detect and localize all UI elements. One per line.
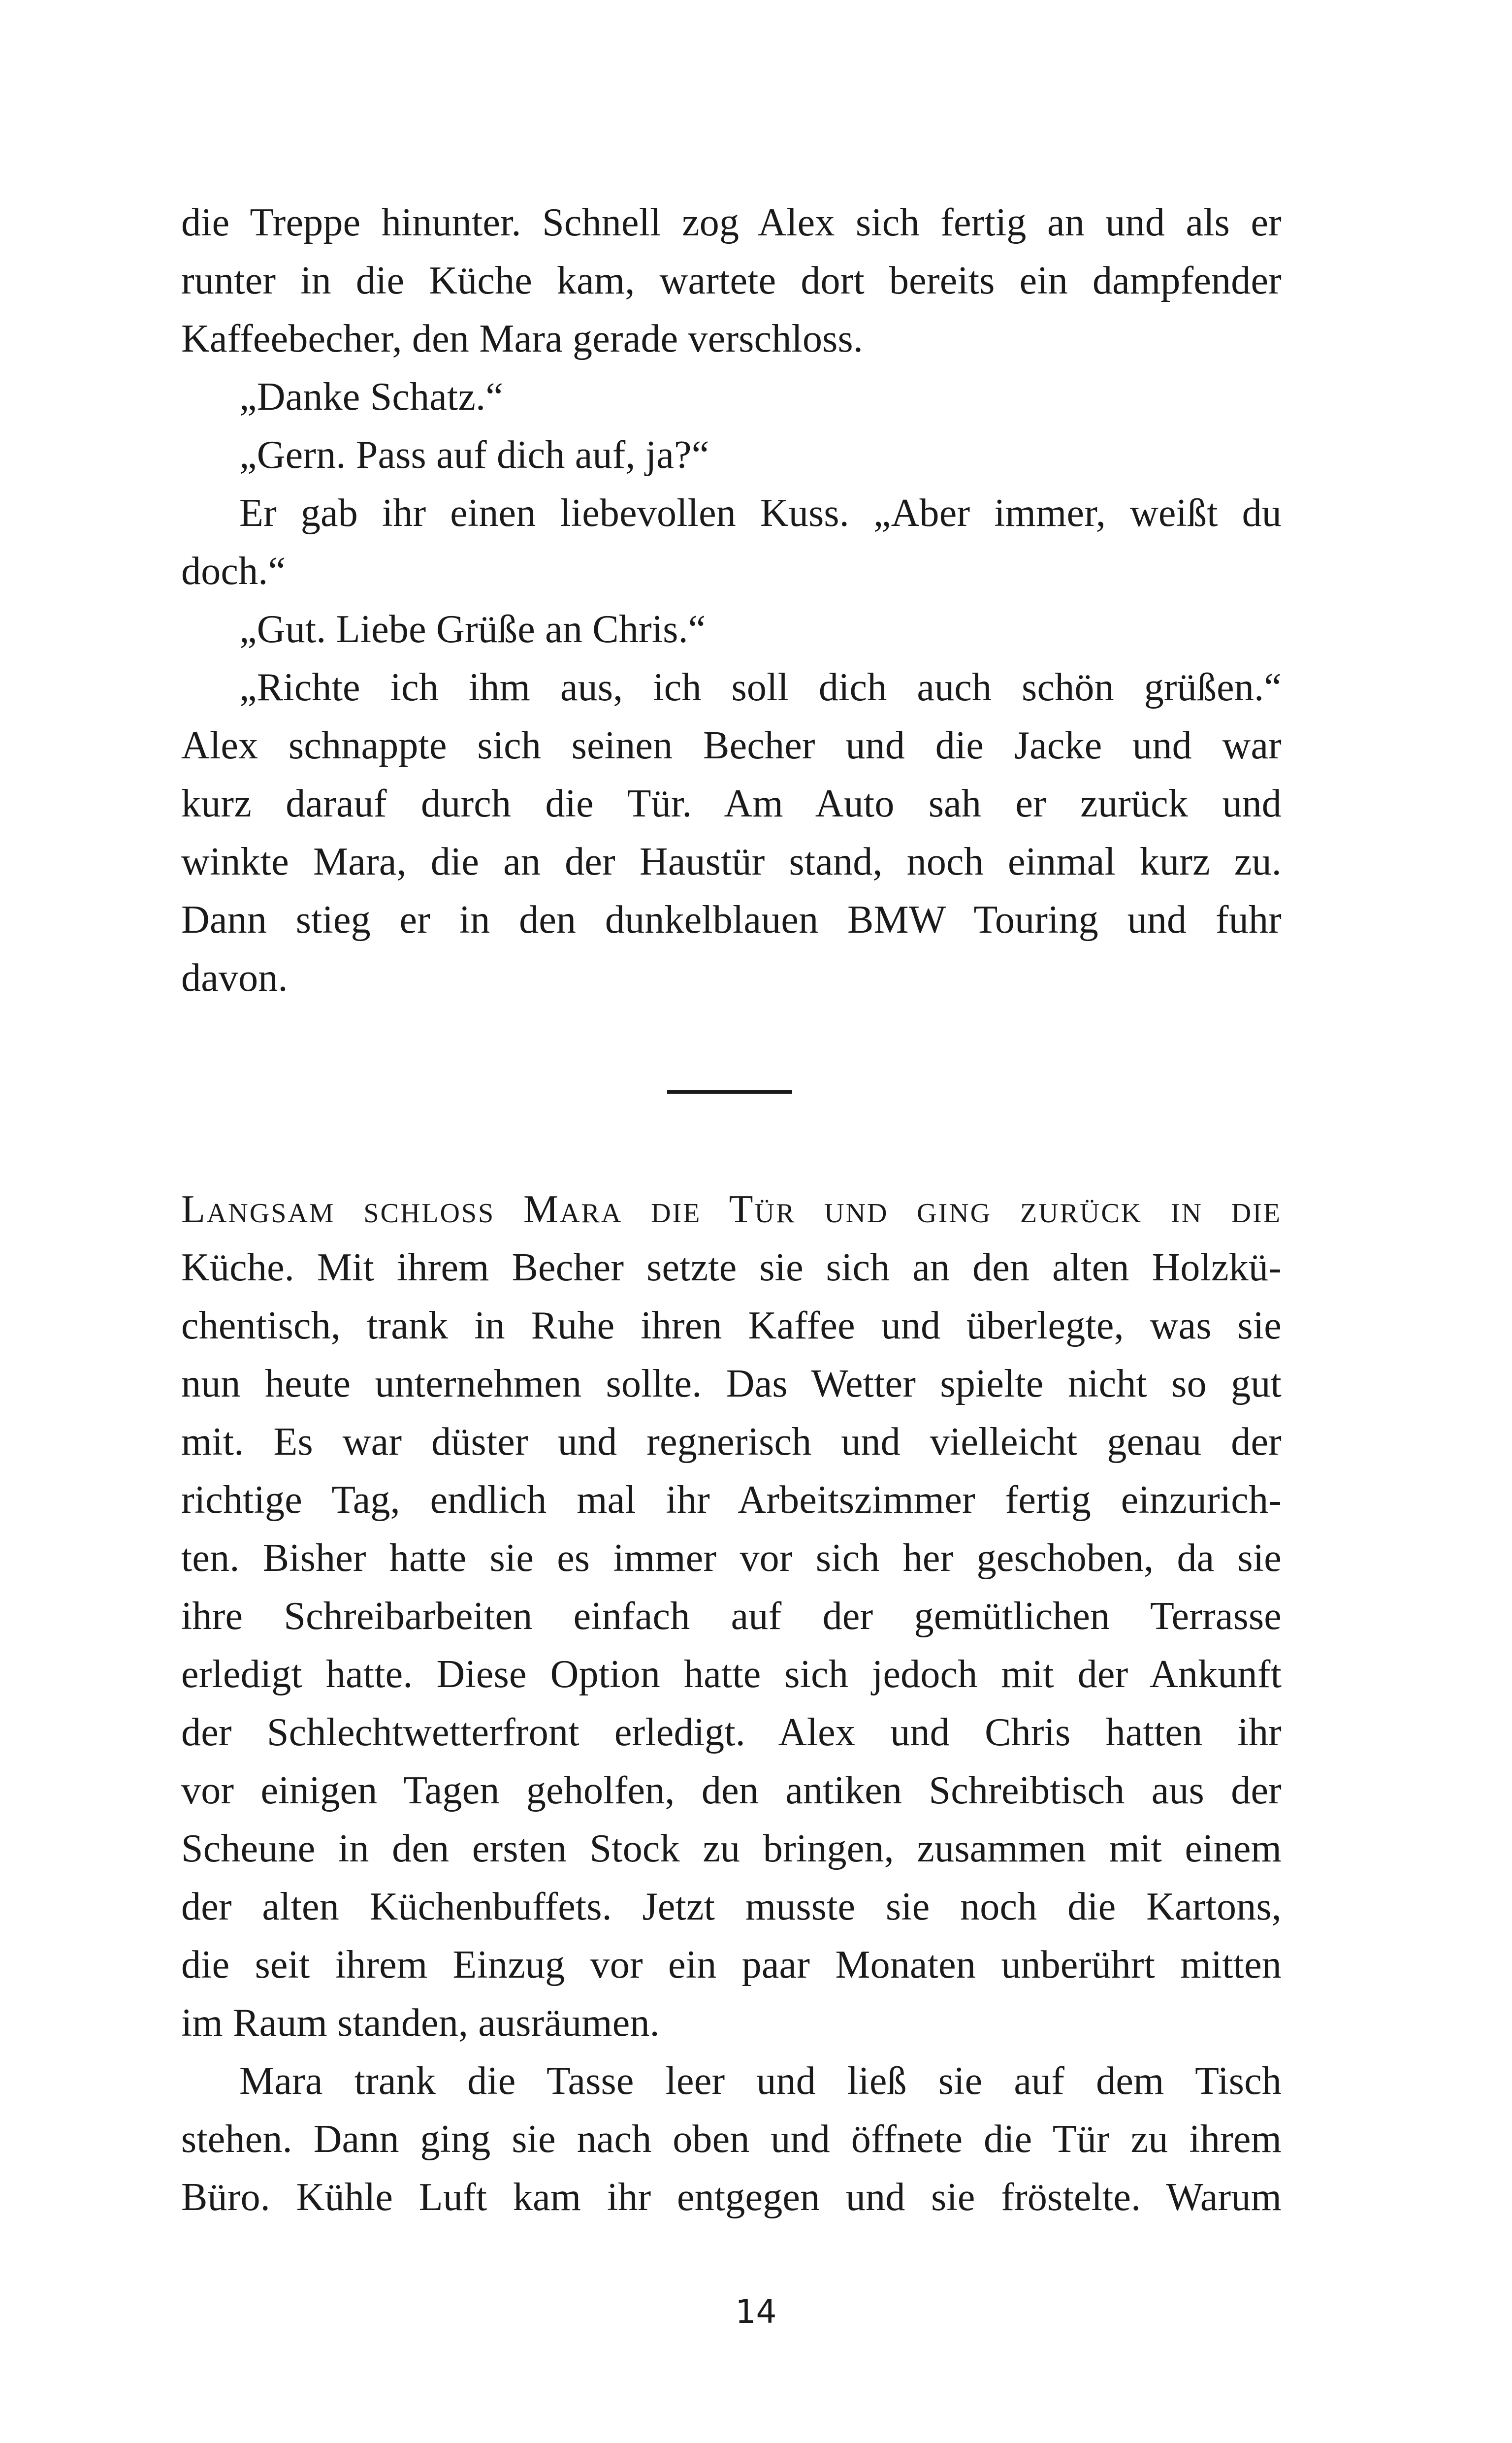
text-section-two [181, 1180, 1282, 2226]
text-line: Er gab ihr einen liebevollen Kuss. „Aber immer, weißt du [239, 491, 1282, 535]
dialogue-line: „Gut. Liebe Grüße an Chris.“ [239, 608, 706, 651]
text-line: kurz darauf durch die Tür. Am Auto sah er zurück und [181, 782, 1282, 825]
text-line: richtige Tag, endlich mal ihr Arbeitszimmer fertig einzurich- [181, 1478, 1282, 1522]
dialogue-line: „Gern. Pass auf dich auf, ja?“ [239, 433, 709, 477]
dialogue-line: „Richte ich ihm aus, ich soll dich auch schön grüßen.“ [239, 666, 1282, 709]
text-line: mit. Es war düster und regnerisch und vielleicht genau der [181, 1420, 1282, 1464]
text-line: die Treppe hinunter. Schnell zog Alex sich fertig an und als er [181, 201, 1282, 244]
text-line: Alex schnappte sich seinen Becher und die Jacke und war [181, 724, 1282, 767]
text-line: erledigt hatte. Diese Option hatte sich jedoch mit der Ankunft [181, 1653, 1282, 1696]
text-section-one [181, 194, 1282, 1007]
text-line: ten. Bisher hatte sie es immer vor sich her geschoben, da sie [181, 1536, 1282, 1580]
text-line: ihre Schreibarbeiten einfach auf der gemütlichen Terrasse [181, 1595, 1282, 1638]
section-divider [667, 1090, 792, 1094]
text-line: im Raum standen, ausräumen. [181, 2001, 660, 2045]
text-line: runter in die Küche kam, wartete dort bereits ein dampfender [181, 259, 1282, 302]
text-line: Büro. Kühle Luft kam ihr entgegen und sie fröstelte. Warum [181, 2176, 1282, 2219]
text-line: der alten Küchenbuffets. Jetzt musste sie noch die Kartons, [181, 1885, 1282, 1928]
text-line: Küche. Mit ihrem Becher setzte sie sich an den alten Holzkü- [181, 1246, 1282, 1289]
text-line: Mara trank die Tasse leer und ließ sie auf dem Tisch [239, 2059, 1282, 2103]
text-line: chentisch, trank in Ruhe ihren Kaffee und überlegte, was sie [181, 1304, 1282, 1347]
text-line: Scheune in den ersten Stock zu bringen, zusammen mit einem [181, 1827, 1282, 1870]
small-caps-opening-line: Langsam schloss Mara die Tür und ging zurück in die [181, 1188, 1282, 1231]
text-line: nun heute unternehmen sollte. Das Wetter spielte nicht so gut [181, 1362, 1282, 1405]
text-line: die seit ihrem Einzug vor ein paar Monaten unberührt mitten [181, 1943, 1282, 1987]
dialogue-line: „Danke Schatz.“ [239, 375, 504, 419]
text-line: Dann stieg er in den dunkelblauen BMW Touring und fuhr [181, 898, 1282, 942]
text-line: der Schlechtwetterfront erledigt. Alex und Chris hatten ihr [181, 1711, 1282, 1754]
text-line: vor einigen Tagen geholfen, den antiken Schreibtisch aus der [181, 1769, 1282, 1812]
text-line: doch.“ [181, 550, 286, 593]
text-line: winkte Mara, die an der Haustür stand, noch einmal kurz zu. [181, 840, 1282, 883]
text-line: davon. [181, 956, 288, 1000]
page-number: 14 [735, 2293, 777, 2331]
text-line: Kaffeebecher, den Mara gerade verschloss. [181, 317, 864, 360]
text-line: stehen. Dann ging sie nach oben und öffnete die Tür zu ihrem [181, 2117, 1282, 2161]
